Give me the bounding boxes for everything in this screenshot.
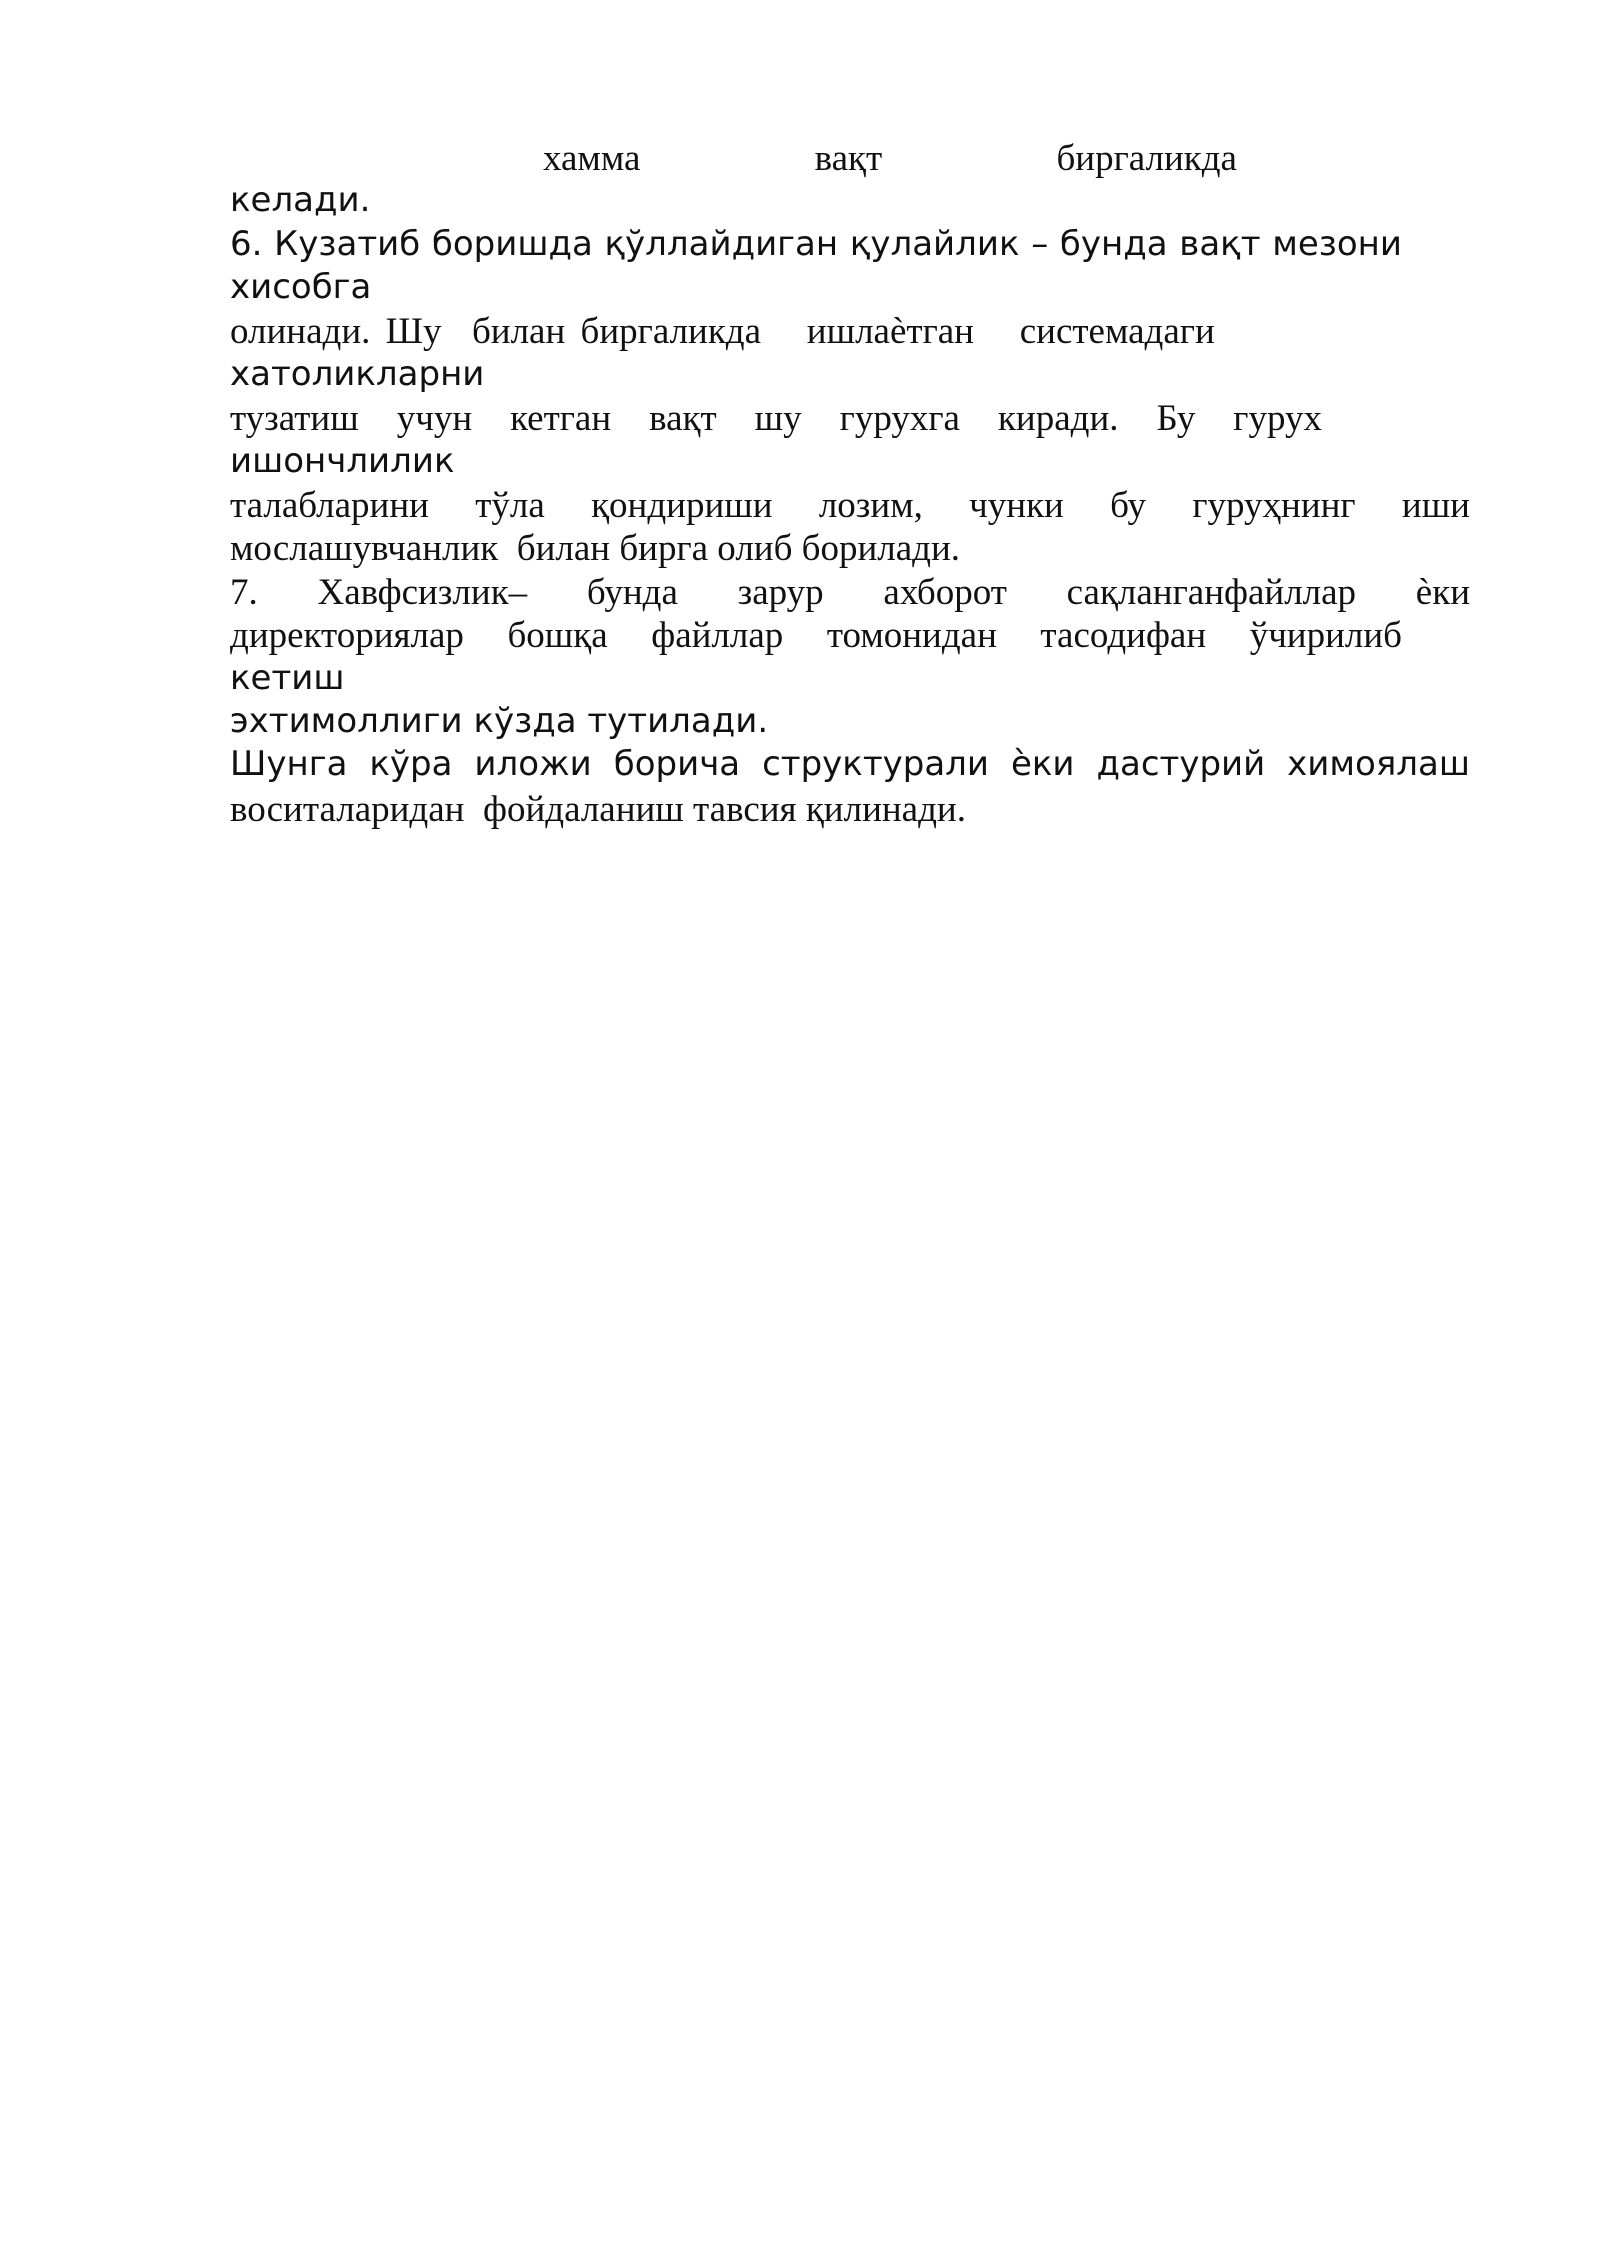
text-line: Шунга кўра иложи борича структурали ѐки дастурий химоялаш xyxy=(230,744,1470,784)
word-vaqt: вақт xyxy=(814,138,883,179)
text-line: олинади. Шу билан биргаликда ишлаѐтган системадаги xyxy=(230,311,1215,352)
text-line: директориялар бошқа файллар томонидан тасодифан ўчирилиб xyxy=(230,615,1402,656)
text-line: эхтимоллиги кўзда тутилади. xyxy=(230,701,769,741)
text-line-heading-fragment xyxy=(543,140,1237,177)
text-line: кетиш xyxy=(230,658,345,698)
text-line: хатоликларни xyxy=(230,354,485,394)
text-line: ишончлилик xyxy=(230,441,455,481)
text-line: мослашувчанлик билан бирга олиб борилади. xyxy=(230,528,961,569)
text-line: воситаларидан фойдаланиш тавсия қилинади. xyxy=(230,789,966,830)
text-line: талабларини тўла қондириши лозим, чунки бу гуруҳнинг иши xyxy=(230,485,1470,526)
word-hamma: хамма xyxy=(543,138,641,179)
text-line: 7. Хавфсизлик– бунда зарур ахборот сақланганфайллар ѐки xyxy=(230,572,1470,613)
word-birgalikda: биргаликда xyxy=(1056,138,1237,179)
text-line: келади. xyxy=(230,180,371,220)
text-line: хисобга xyxy=(230,267,372,307)
text-line: 6. Кузатиб боришда қўллайдиган қулайлик – бунда вақт мезони xyxy=(230,224,1402,264)
text-line: тузатиш учун кетган вақт шу гурухга киради. Бу гурух xyxy=(230,398,1322,439)
